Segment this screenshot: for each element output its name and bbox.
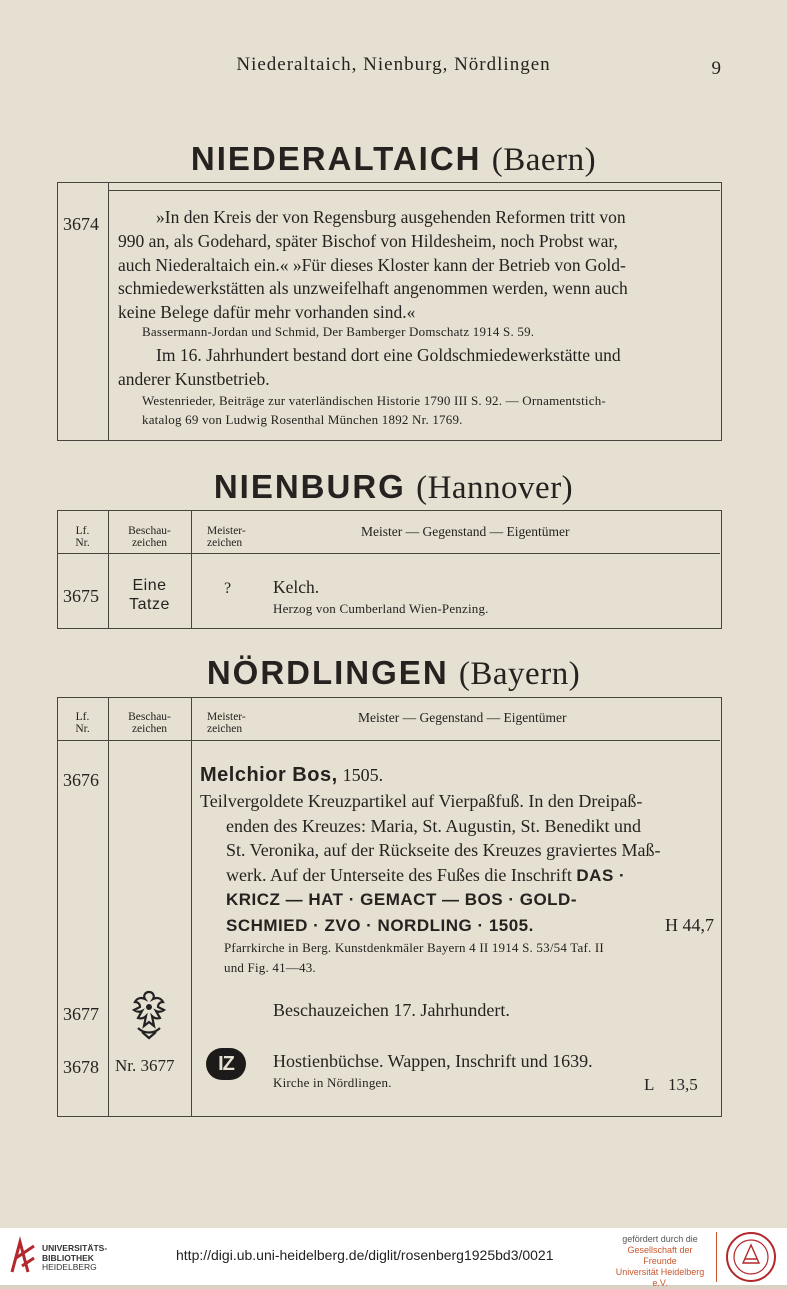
section-title-niederaltaich: NIEDERALTAICH (Baern) [190,140,597,178]
running-title: Niederaltaich, Nienburg, Nördlingen [236,54,551,75]
col-main: Meister — Gegenstand — Eigentümer [361,524,570,539]
col-meister: Meister- zeichen [207,525,246,549]
master-mark-iz: IZ [206,1048,246,1080]
entry-number: 3674 [63,214,99,234]
meister-mark: ? [224,580,232,597]
col-lf-nr: Lf. Nr. [75,525,90,549]
entry-number: 3675 [63,586,99,606]
university-seal-icon [725,1231,777,1283]
reference-2: Westenrieder, Beiträge zur vaterländischen Historie 1790 III S. 92. — Ornamentstich- katalog 69 von Ludwig Rosenthal München 1892 Nr. 1769. [142,393,606,427]
section-title-noerdlingen: NÖRDLINGEN (Bayern) [206,654,581,692]
sponsor-note: gefördert durch die Gesellschaft der Freunde Universität Heidelberg e.V. [615,1234,705,1288]
beschau-mark-text: Eine Tatze [129,577,170,613]
height-value: H 44,7 [665,914,714,935]
col-beschau: Beschau- zeichen [128,711,171,735]
entry-text: Teilvergoldete Kreuzpartikel auf Vierpaßfuß. In den Dreipaß- enden des Kreuzes: Maria, St. Augustin, St. Benedikt und St. Veronika, auf der Rückseite des Kreuzes graviertes Maß- werk. Auf der Unterseite des Fußes die Inschrift DAS · KRICZ — HAT · GEMACT — BOS · GOLD- SCHMIED · ZVO · NORDLING · 1505. H 44,7 [200,789,714,938]
eagle-mark-icon [128,988,170,1040]
entry-number: 3676 [63,770,99,790]
size-value: L 13,5 [644,1075,698,1094]
location: Kirche in Nördlingen. [273,1075,392,1090]
entry-number: 3677 [63,1004,99,1024]
col-beschau: Beschau- zeichen [128,525,171,549]
entry-text: Hostienbüchse. Wappen, Inschrift und 1639. [273,1051,593,1071]
entry-text: »In den Kreis der von Regensburg ausgehenden Reformen tritt von 990 an, als Godehard, später Bischof von Hildesheim, noch Probst war, auch Niederaltaich ein.« »Für dieses Kloster kann der Betrieb von Gold- schmiedewerkstätten als unzweifelhaft angenommen werden, wenn auch keine Belege dafür mehr vorhanden sind.« [118,207,628,323]
beschau-reference: Nr. 3677 [115,1056,175,1075]
page-url[interactable]: http://digi.ub.uni-heidelberg.de/diglit/rosenberg1925bd3/0021 [176,1247,554,1263]
col-meister: Meister- zeichen [207,711,246,735]
col-lf-nr: Lf. Nr. [75,711,90,735]
library-logo-icon [8,1236,38,1276]
owner: Herzog von Cumberland Wien-Penzing. [273,601,489,616]
reference: Pfarrkirche in Berg. Kunstdenkmäler Bayern 4 II 1914 S. 53/54 Taf. II und Fig. 41—43. [224,940,604,975]
entry-text: Beschauzeichen 17. Jahrhundert. [273,1000,510,1020]
object-name: Kelch. [273,577,320,597]
col-main: Meister — Gegenstand — Eigentümer [358,710,567,725]
library-name: UNIVERSITÄTS- BIBLIOTHEK HEIDELBERG [42,1243,108,1272]
page-number: 9 [711,58,721,79]
reference: Bassermann-Jordan und Schmid, Der Bamberger Domschatz 1914 S. 59. [142,324,535,339]
section-title-nienburg: NIENBURG (Hannover) [213,468,574,506]
entry-number: 3678 [63,1057,99,1077]
entry-text-2: Im 16. Jahrhundert bestand dort eine Goldschmiedewerkstätte und anderer Kunstbetrieb. [118,345,621,389]
master-name: Melchior Bos, 1505. [200,764,384,786]
